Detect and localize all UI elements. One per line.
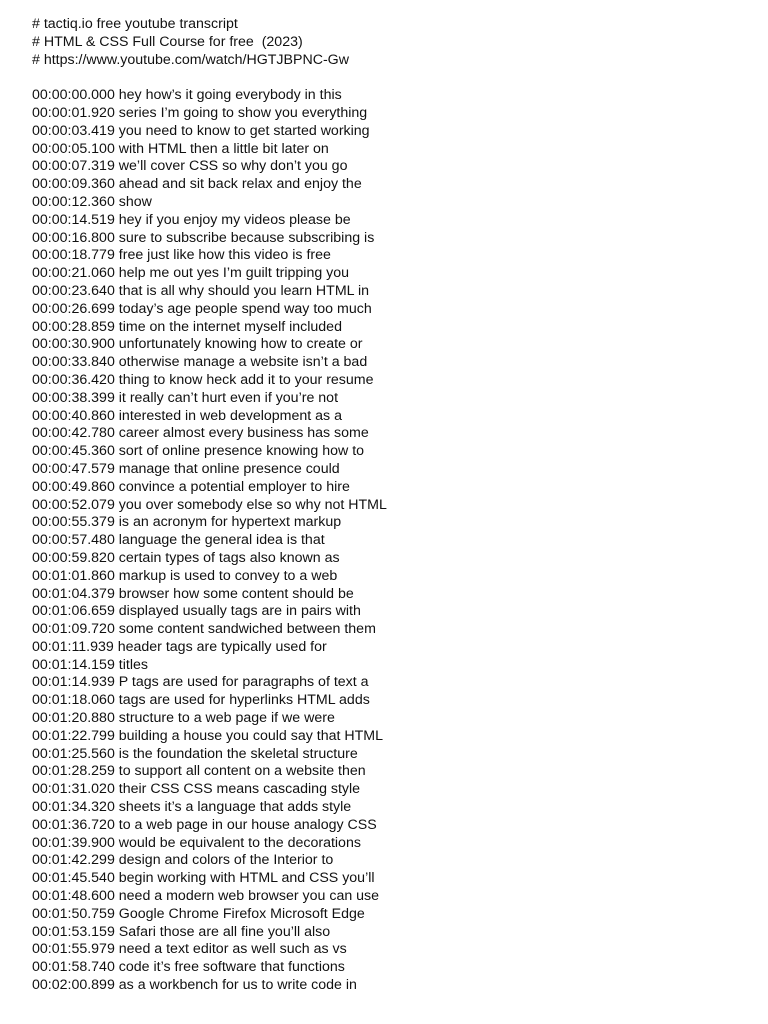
transcript-line: 00:01:39.900 would be equivalent to the decorations — [32, 834, 361, 851]
transcript-line: 00:01:14.159 titles — [32, 656, 148, 673]
transcript-line: 00:00:28.859 time on the internet myself included — [32, 318, 342, 335]
transcript-body — [32, 87, 732, 995]
header-line: # HTML & CSS Full Course for free (2023) — [32, 33, 303, 50]
transcript-line: 00:00:07.319 we’ll cover CSS so why don’t you go — [32, 158, 348, 175]
header-spacer — [32, 69, 732, 87]
header-line: # https://www.youtube.com/watch/HGTJBPNC-Gw — [32, 51, 349, 68]
transcript-line: 00:00:00.000 hey how’s it going everybody in this — [32, 87, 342, 104]
transcript-line: 00:01:36.720 to a web page in our house analogy CSS — [32, 816, 377, 833]
header-line: # tactiq.io free youtube transcript — [32, 16, 238, 32]
transcript-line: 00:00:18.779 free just like how this video is free — [32, 247, 331, 264]
transcript-document — [32, 16, 732, 995]
transcript-line: 00:00:52.079 you over somebody else so why not HTML — [32, 496, 387, 513]
transcript-line: 00:01:01.860 markup is used to convey to a web — [32, 567, 338, 584]
transcript-line: 00:00:05.100 with HTML then a little bit later on — [32, 140, 329, 157]
transcript-line: 00:00:14.519 hey if you enjoy my videos please be — [32, 211, 351, 228]
transcript-line: 00:01:11.939 header tags are typically used for — [32, 638, 327, 655]
transcript-line: 00:00:21.060 help me out yes I’m guilt tripping you — [32, 265, 350, 282]
transcript-line: 00:00:59.820 certain types of tags also known as — [32, 549, 340, 566]
transcript-line: 00:00:49.860 convince a potential employer to hire — [32, 478, 350, 495]
transcript-line: 00:01:55.979 need a text editor as well such as vs — [32, 941, 347, 958]
transcript-line: 00:01:42.299 design and colors of the Interior to — [32, 852, 334, 869]
transcript-line: 00:01:58.740 code it’s free software that functions — [32, 959, 345, 976]
transcript-line: 00:00:09.360 ahead and sit back relax and enjoy the — [32, 176, 362, 193]
transcript-line: 00:00:30.900 unfortunately knowing how to create or — [32, 336, 363, 353]
transcript-line: 00:00:45.360 sort of online presence knowing how to — [32, 443, 365, 460]
transcript-line: 00:01:18.060 tags are used for hyperlinks HTML adds — [32, 692, 370, 709]
transcript-line: 00:01:34.320 sheets it’s a language that adds style — [32, 799, 352, 816]
transcript-line: 00:01:48.600 need a modern web browser you can use — [32, 888, 380, 905]
transcript-line: 00:00:01.920 series I’m going to show you everything — [32, 104, 368, 121]
document-header — [32, 16, 732, 69]
transcript-line: 00:00:03.419 you need to know to get started working — [32, 122, 370, 139]
transcript-line: 00:01:53.159 Safari those are all fine you’ll also — [32, 923, 331, 940]
transcript-line: 00:01:45.540 begin working with HTML and CSS you’ll — [32, 870, 375, 887]
transcript-line: 00:01:31.020 their CSS CSS means cascading style — [32, 781, 361, 798]
transcript-line: 00:01:06.659 displayed usually tags are in pairs with — [32, 603, 361, 620]
transcript-line: 00:00:57.480 language the general idea is that — [32, 532, 325, 549]
transcript-line: 00:00:36.420 thing to know heck add it to your resume — [32, 371, 374, 388]
transcript-line: 00:01:20.880 structure to a web page if we were — [32, 710, 335, 727]
transcript-line: 00:00:47.579 manage that online presence could — [32, 460, 340, 477]
transcript-line: 00:01:14.939 P tags are used for paragraphs of text a — [32, 674, 369, 691]
transcript-line: 00:00:16.800 sure to subscribe because subscribing is — [32, 229, 375, 246]
transcript-line: 00:00:12.360 show — [32, 193, 152, 210]
transcript-line: 00:01:09.720 some content sandwiched between them — [32, 621, 376, 638]
transcript-line: 00:00:55.379 is an acronym for hypertext markup — [32, 514, 342, 531]
transcript-line: 00:00:23.640 that is all why should you learn HTML in — [32, 282, 370, 299]
transcript-line: 00:01:22.799 building a house you could say that HTML — [32, 727, 383, 744]
transcript-line: 00:01:04.379 browser how some content should be — [32, 585, 354, 602]
transcript-line: 00:01:50.759 Google Chrome Firefox Microsoft Edge — [32, 905, 365, 922]
transcript-line: 00:00:42.780 career almost every business has some — [32, 425, 369, 442]
transcript-line: 00:00:40.860 interested in web development as a — [32, 407, 342, 424]
transcript-line: 00:00:38.399 it really can’t hurt even if you’re not — [32, 389, 339, 406]
transcript-line: 00:00:26.699 today’s age people spend way too much — [32, 300, 372, 317]
transcript-line: 00:01:25.560 is the foundation the skeletal structure — [32, 745, 358, 762]
transcript-line: 00:00:33.840 otherwise manage a website isn’t a bad — [32, 354, 368, 371]
transcript-line: 00:01:28.259 to support all content on a website then — [32, 763, 366, 780]
transcript-line: 00:02:00.899 as a workbench for us to write code in — [32, 977, 357, 994]
